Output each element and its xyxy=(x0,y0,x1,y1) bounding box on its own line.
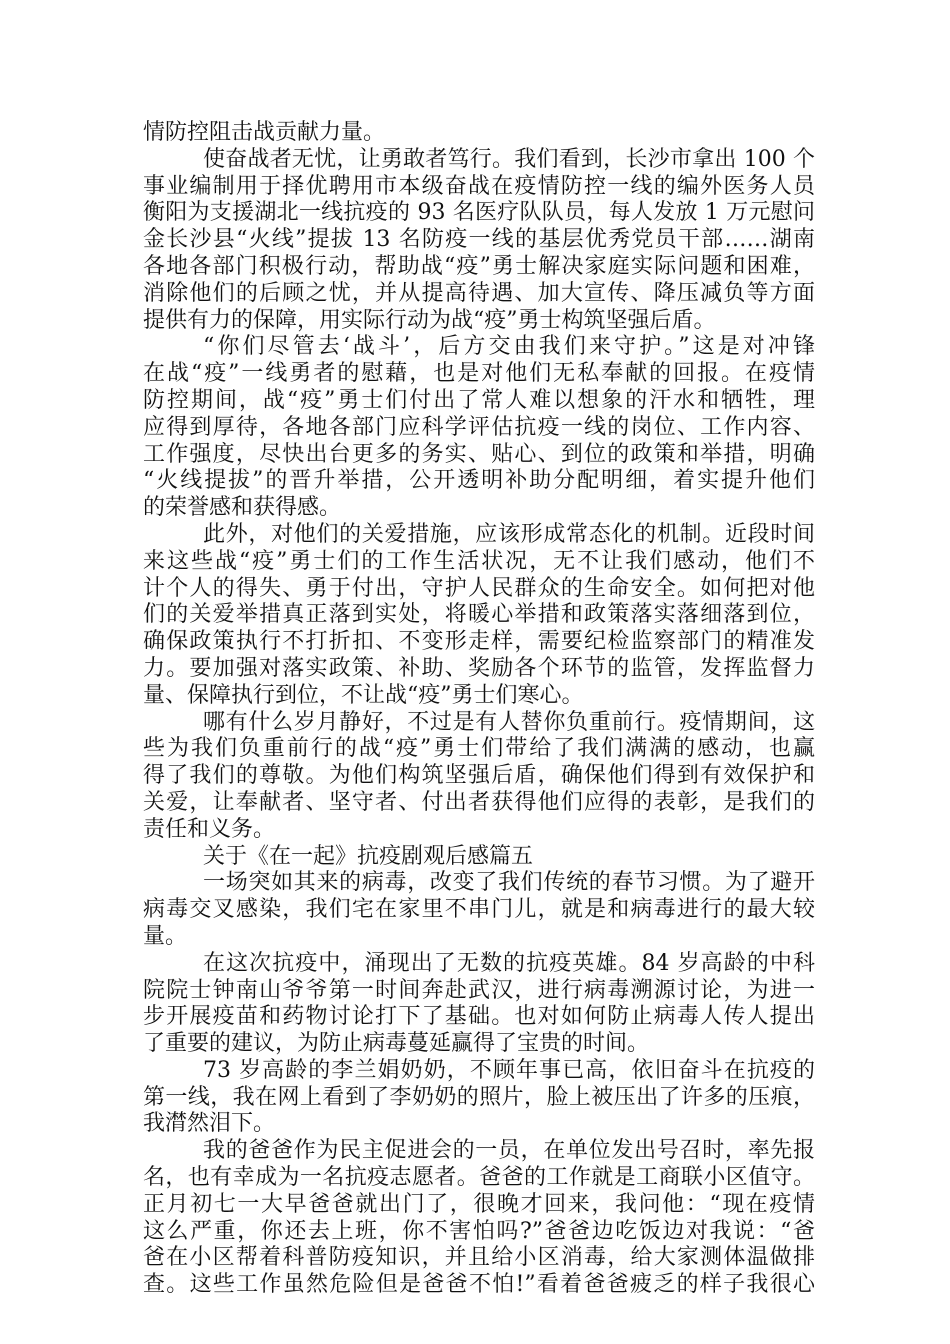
text-line: 力。要加强对落实政策、补助、奖励各个环节的监管，发挥监督力 xyxy=(143,655,815,681)
text-line: 的荣誉感和获得感。 xyxy=(143,495,342,521)
text-line: “火线提拔”的晋升举措，公开透明补助分配明细，着实提升他们 xyxy=(143,468,815,494)
text-line: 爸在小区帮着科普防疫知识，并且给小区消毒，给大家测体温做排 xyxy=(143,1245,815,1271)
text-line: 消除他们的后顾之忧，并从提高待遇、加大宣传、降压减负等方面 xyxy=(143,280,815,306)
text-line: 我潸然泪下。 xyxy=(143,1111,276,1137)
text-line: 确保政策执行不打折扣、不变形走样，需要纪检监察部门的精准发 xyxy=(143,629,815,655)
text-line: 得了我们的尊敬。为他们构筑坚强后盾，确保他们得到有效保护和 xyxy=(143,763,815,789)
text-line: 些为我们负重前行的战“疫”勇士们带给了我们满满的感动，也赢 xyxy=(143,736,815,762)
paragraph-first-line: 73 岁高龄的李兰娟奶奶，不顾年事已高，依旧奋斗在抗疫的 xyxy=(203,1057,815,1083)
text-line: 应得到厚待，各地各部门应科学评估抗疫一线的岗位、工作内容、 xyxy=(143,414,815,440)
document-body xyxy=(143,120,815,1299)
text-line: 这么严重，你还去上班，你不害怕吗?”爸爸边吃饭边对我说：“爸 xyxy=(143,1218,815,1244)
text-line: 步开展疫苗和药物讨论打下了基础。也对如何防止病毒人传人提出 xyxy=(143,1004,815,1030)
text-line: 事业编制用于择优聘用市本级奋战在疫情防控一线的编外医务人员 xyxy=(143,173,815,199)
text-line: 院院士钟南山爷爷第一时间奔赴武汉，进行病毒溯源讨论，为进一 xyxy=(143,977,815,1003)
text-line: 责任和义务。 xyxy=(143,816,276,842)
text-line: 第一线，我在网上看到了李奶奶的照片，脸上被压出了许多的压痕， xyxy=(143,1084,815,1110)
text-line: 来这些战“疫”勇士们的工作生活状况，无不让我们感动，他们不 xyxy=(143,548,815,574)
text-line: 计个人的得失、勇于付出，守护人民群众的生命安全。如何把对他 xyxy=(143,575,815,601)
text-line: 病毒交叉感染，我们宅在家里不串门儿，就是和病毒进行的最大较 xyxy=(143,897,815,923)
text-line: 正月初七一大早爸爸就出门了，很晚才回来，我问他：“现在疫情 xyxy=(143,1191,815,1217)
paragraph-first-line: 哪有什么岁月静好，不过是有人替你负重前行。疫情期间，这 xyxy=(203,709,815,735)
text-line: 量。 xyxy=(143,923,188,949)
paragraph-first-line: 我的爸爸作为民主促进会的一员，在单位发出号召时，率先报 xyxy=(203,1138,815,1164)
text-line: 了重要的建议，为防止病毒蔓延赢得了宝贵的时间。 xyxy=(143,1031,650,1057)
text-line: 查。这些工作虽然危险但是爸爸不怕!”看着爸爸疲乏的样子我很心 xyxy=(143,1272,815,1298)
text-line: 各地各部门积极行动，帮助战“疫”勇士解决家庭实际问题和困难， xyxy=(143,253,815,279)
text-line: 量、保障执行到位，不让战“疫”勇士们寒心。 xyxy=(143,682,584,708)
text-line: 们的关爱举措真正落到实处，将暖心举措和政策落实落细落到位， xyxy=(143,602,815,628)
text-line: 金长沙县“火线”提拔 13 名防疫一线的基层优秀党员干部……湖南 xyxy=(143,227,815,253)
section-heading: 关于《在一起》抗疫剧观后感篇五 xyxy=(203,843,534,869)
paragraph-first-line: 在这次抗疫中，涌现出了无数的抗疫英雄。84 岁高龄的中科 xyxy=(203,950,815,976)
paragraph-first-line: 此外，对他们的关爱措施，应该形成常态化的机制。近段时间 xyxy=(203,521,815,547)
text-line: 工作强度，尽快出台更多的务实、贴心、到位的政策和举措，明确 xyxy=(143,441,815,467)
paragraph-first-line: 一场突如其来的病毒，改变了我们传统的春节习惯。为了避开 xyxy=(203,870,815,896)
paragraph-first-line: “你们尽管去‘战斗’，后方交由我们来守护。”这是对冲锋 xyxy=(203,334,815,360)
paragraph-first-line: 使奋战者无忧，让勇敢者笃行。我们看到，长沙市拿出 100 个 xyxy=(203,146,815,172)
text-line: 名，也有幸成为一名抗疫志愿者。爸爸的工作就是工商联小区值守。 xyxy=(143,1165,815,1191)
text-line: 衡阳为支援湖北一线抗疫的 93 名医疗队队员，每人发放 1 万元慰问 xyxy=(143,200,815,226)
text-line: 在战“疫”一线勇者的慰藉，也是对他们无私奉献的回报。在疫情 xyxy=(143,361,815,387)
text-line: 提供有力的保障，用实际行动为战“疫”勇士构筑坚强后盾。 xyxy=(143,307,716,333)
text-line: 关爱，让奉献者、坚守者、付出者获得他们应得的表彰，是我们的 xyxy=(143,789,815,815)
text-line: 防控期间，战“疫”勇士们付出了常人难以想象的汗水和牺牲，理 xyxy=(143,387,815,413)
text-line: 情防控阻击战贡献力量。 xyxy=(143,120,386,145)
